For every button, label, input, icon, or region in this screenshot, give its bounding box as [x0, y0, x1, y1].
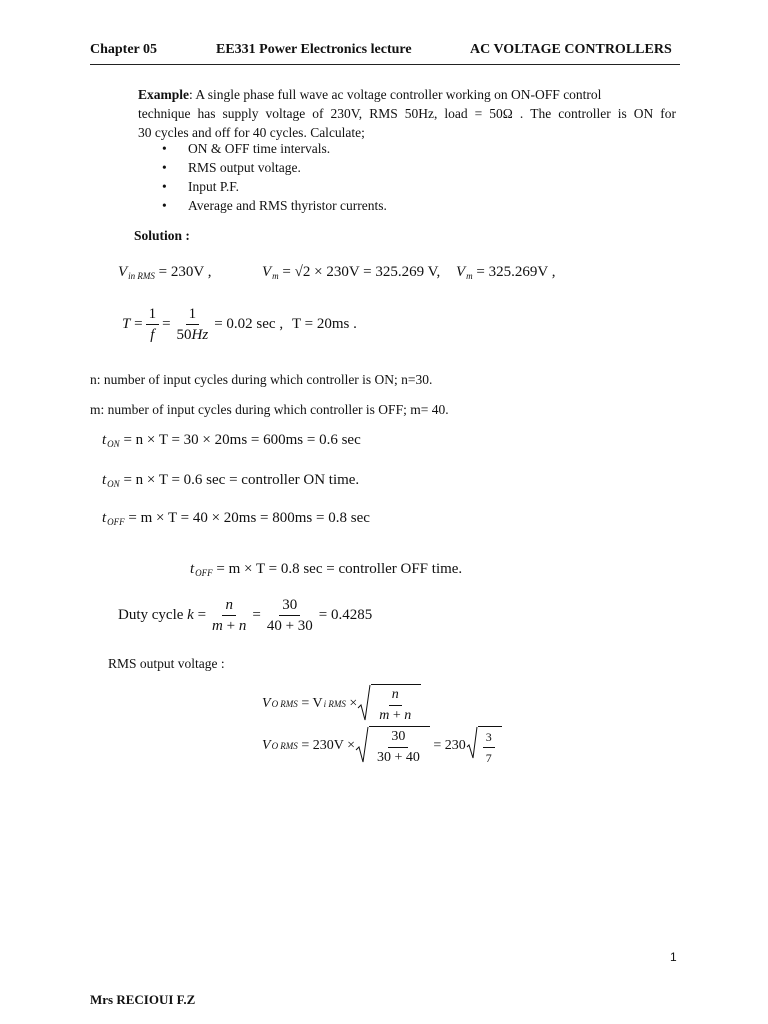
ton-equation-2: $t_{ON} = n \times T = 0.6$ sec = controller ON time. — [102, 472, 360, 489]
n-definition: n: number of input cycles during which controller is ON; n=30. — [90, 372, 433, 387]
radical-sign — [466, 726, 478, 760]
solution-label: Solution : — [134, 228, 190, 243]
toff-equation: $t_{OFF} = m \times T = 40 \times 20ms = 800ms = 0.8$ sec — [102, 510, 370, 527]
ton-equation: $t_{ON} = n \times T = 30 \times 20ms = 600ms = 0.6$ sec — [102, 432, 361, 449]
topic-title: AC VOLTAGE CONTROLLERS — [470, 42, 672, 57]
m-definition: m: number of input cycles during which controller is OFF; m= 40. — [90, 402, 449, 417]
toff-equation-2: $t_{OFF} = m \times T = 0.8$ sec = controller OFF time. — [190, 561, 463, 578]
course-title: EE331 Power Electronics lecture — [216, 42, 412, 57]
example-label: Example — [138, 87, 190, 102]
bullet-item: • Input P.F. — [162, 179, 240, 194]
bullet-item: • RMS output voltage. — [162, 160, 301, 175]
author-name: Mrs RECIOUI F.Z — [90, 992, 196, 1007]
bullet-item: • ON & OFF time intervals. — [162, 141, 331, 156]
example-line-3: 30 cycles and off for 40 cycles. Calculate; — [138, 125, 365, 140]
page-number: 1 — [670, 950, 677, 964]
vm-equation-2: $V_m = 325.269V$ , — [456, 264, 556, 281]
vm-equation: $V_m = √2 \times 230V = 325.269$ V, — [262, 264, 441, 281]
radical-sign — [357, 684, 371, 722]
example-line-1: Example: A single phase full wave ac voltage controller working on ON-OFF control — [138, 87, 602, 102]
example-line-2: technique has supply voltage of 230V, RMS 50Hz, load = 50Ω . The controller is ON for — [138, 106, 676, 121]
chapter-label: Chapter 05 — [90, 42, 158, 57]
rms-label: RMS output voltage : — [108, 656, 225, 671]
period-equation: T = $\frac{1}{f}$ = $\frac{1}{50Hz}$ = 0.02 sec , — [122, 306, 284, 343]
radical-sign — [355, 726, 369, 764]
rms-result: V O RMS = 230V × $\frac{30}{30 + 40}$ = 230 $\frac{3}{7}$ — [262, 726, 502, 766]
duty-cycle-equation: Duty cycle k = $\frac{n}{m + n}$ = $\frac{30}{40 + 30}$ = 0.4285 — [118, 597, 373, 634]
rms-formula: V O RMS = V i RMS × $\frac{n}{m + n}$ — [262, 684, 421, 724]
vin-equation: $V_{in RMS} = 230V$ , — [118, 264, 212, 281]
bullet-item: • Average and RMS thyristor currents. — [162, 198, 387, 213]
header-rule — [90, 64, 680, 65]
period-ms: T = 20ms . — [292, 316, 357, 332]
